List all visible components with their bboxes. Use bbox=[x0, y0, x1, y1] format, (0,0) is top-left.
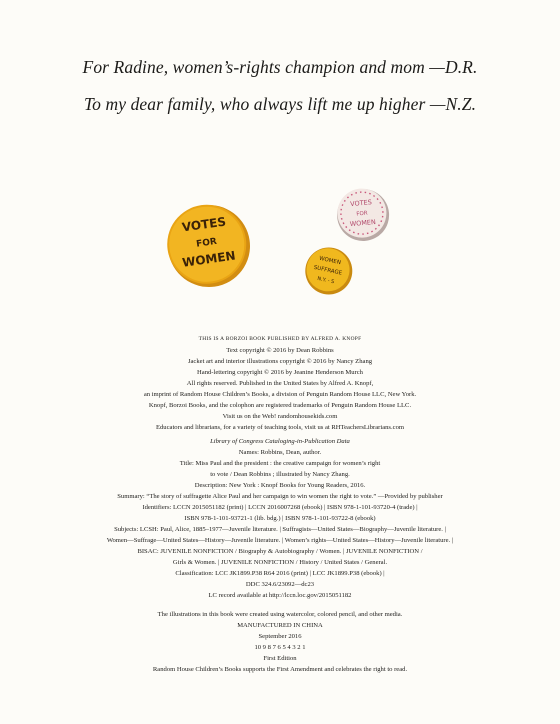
button-large-line-3: WOMEN bbox=[181, 248, 237, 270]
colophon-line: 10 9 8 7 6 5 4 3 2 1 bbox=[254, 644, 306, 651]
button-white-line-1: VOTES bbox=[349, 198, 373, 209]
cip-line: Subjects: LCSH: Paul, Alice, 1885–1977—Juvenile literature. | Suffragists—United States—Biography—Juvenile literature. | bbox=[114, 526, 446, 533]
copyright-line: All rights reserved. Published in the United States by Alfred A. Knopf, bbox=[186, 380, 374, 387]
cip-heading: Library of Congress Cataloging-in-Publication Data bbox=[210, 438, 350, 445]
colophon-block bbox=[40, 609, 520, 675]
copyright-block bbox=[40, 334, 520, 433]
copyright-line: Visit us on the Web! randomhousekids.com bbox=[222, 413, 338, 420]
copyright-line: Hand-lettering copyright © 2016 by Jeanine Henderson Murch bbox=[197, 369, 363, 376]
cip-line: Girls & Women. | JUVENILE NONFICTION / History / United States / General. bbox=[172, 559, 388, 566]
button-white-line-3: WOMEN bbox=[349, 217, 377, 229]
colophon-line: First Edition bbox=[263, 655, 297, 662]
cip-line: to vote / Dean Robbins ; illustrated by Nancy Zhang. bbox=[210, 471, 350, 478]
votes-for-women-button-white bbox=[335, 186, 391, 243]
cip-line: Identifiers: LCCN 2015051182 (print) | LCCN 2016007268 (ebook) | ISBN 978-1-101-93720-4 (trade) | bbox=[142, 504, 418, 511]
cip-data-block bbox=[40, 436, 520, 601]
cip-line: Title: Miss Paul and the president : the creative campaign for women’s right bbox=[179, 460, 381, 467]
button-large-line-1: VOTES bbox=[181, 214, 227, 235]
copyright-line: Knopf, Borzoi Books, and the colophon are registered trademarks of Penguin Random House LLC. bbox=[148, 402, 412, 409]
cip-line: BISAC: JUVENILE NONFICTION / Biography & Autobiography / Women. | JUVENILE NONFICTION / bbox=[137, 548, 423, 555]
cip-line: LC record available at http://lccn.loc.gov/2015051182 bbox=[208, 592, 352, 599]
copyright-line: an imprint of Random House Children’s Books, a division of Penguin Random House LLC, New York. bbox=[143, 391, 417, 398]
votes-for-women-button-large bbox=[163, 200, 256, 293]
copyright-line: Text copyright © 2016 by Dean Robbins bbox=[226, 347, 334, 354]
cip-line: Names: Robbins, Dean, author. bbox=[238, 449, 322, 456]
button-small-line-1: WOMEN bbox=[318, 255, 342, 267]
cip-line: Classification: LCC JK1899.P38 R64 2016 (print) | LCC JK1899.P38 (ebook) | bbox=[175, 570, 385, 577]
colophon-line: MANUFACTURED IN CHINA bbox=[237, 622, 323, 629]
dedication-illustrator: To my dear family, who always lift me up higher —N.Z. bbox=[83, 94, 477, 114]
button-small-line-2: SUFFRAGE bbox=[313, 264, 343, 277]
dedication-author: For Radine, women’s-rights champion and mom —D.R. bbox=[82, 57, 478, 77]
button-large-line-2: FOR bbox=[195, 236, 218, 250]
women-suffrage-button-small bbox=[301, 243, 357, 299]
button-small-line-3: N.Y. - S bbox=[316, 275, 335, 286]
copyright-line: Educators and librarians, for a variety of teaching tools, visit us at RHTeachersLibrarians.com bbox=[155, 424, 404, 431]
cip-line: Summary: “The story of suffragette Alice Paul and her campaign to win women the right to vote.” —Provided by publisher bbox=[117, 493, 443, 500]
cip-line: Women—Suffrage—United States—History—Juvenile literature. | Women’s rights—United States—History—Juvenile literature. | bbox=[106, 537, 454, 544]
button-white-line-2: FOR bbox=[356, 210, 368, 218]
cip-line: DDC 324.6/23092—dc23 bbox=[245, 581, 315, 588]
cip-line: ISBN 978-1-101-93721-1 (lib. bdg.) | ISBN 978-1-101-93722-8 (ebook) bbox=[184, 515, 376, 522]
cip-line: Description: New York : Knopf Books for Young Readers, 2016. bbox=[194, 482, 366, 489]
colophon-line: The illustrations in this book were created using watercolor, colored pencil, and other media. bbox=[157, 611, 403, 618]
publisher-imprint-line: THIS IS A BORZOI BOOK PUBLISHED BY ALFRED A. KNOPF bbox=[198, 336, 362, 342]
colophon-line: Random House Children’s Books supports the First Amendment and celebrates the right to read. bbox=[152, 666, 408, 673]
copyright-line: Jacket art and interior illustrations copyright © 2016 by Nancy Zhang bbox=[187, 358, 373, 365]
colophon-line: September 2016 bbox=[258, 633, 302, 640]
